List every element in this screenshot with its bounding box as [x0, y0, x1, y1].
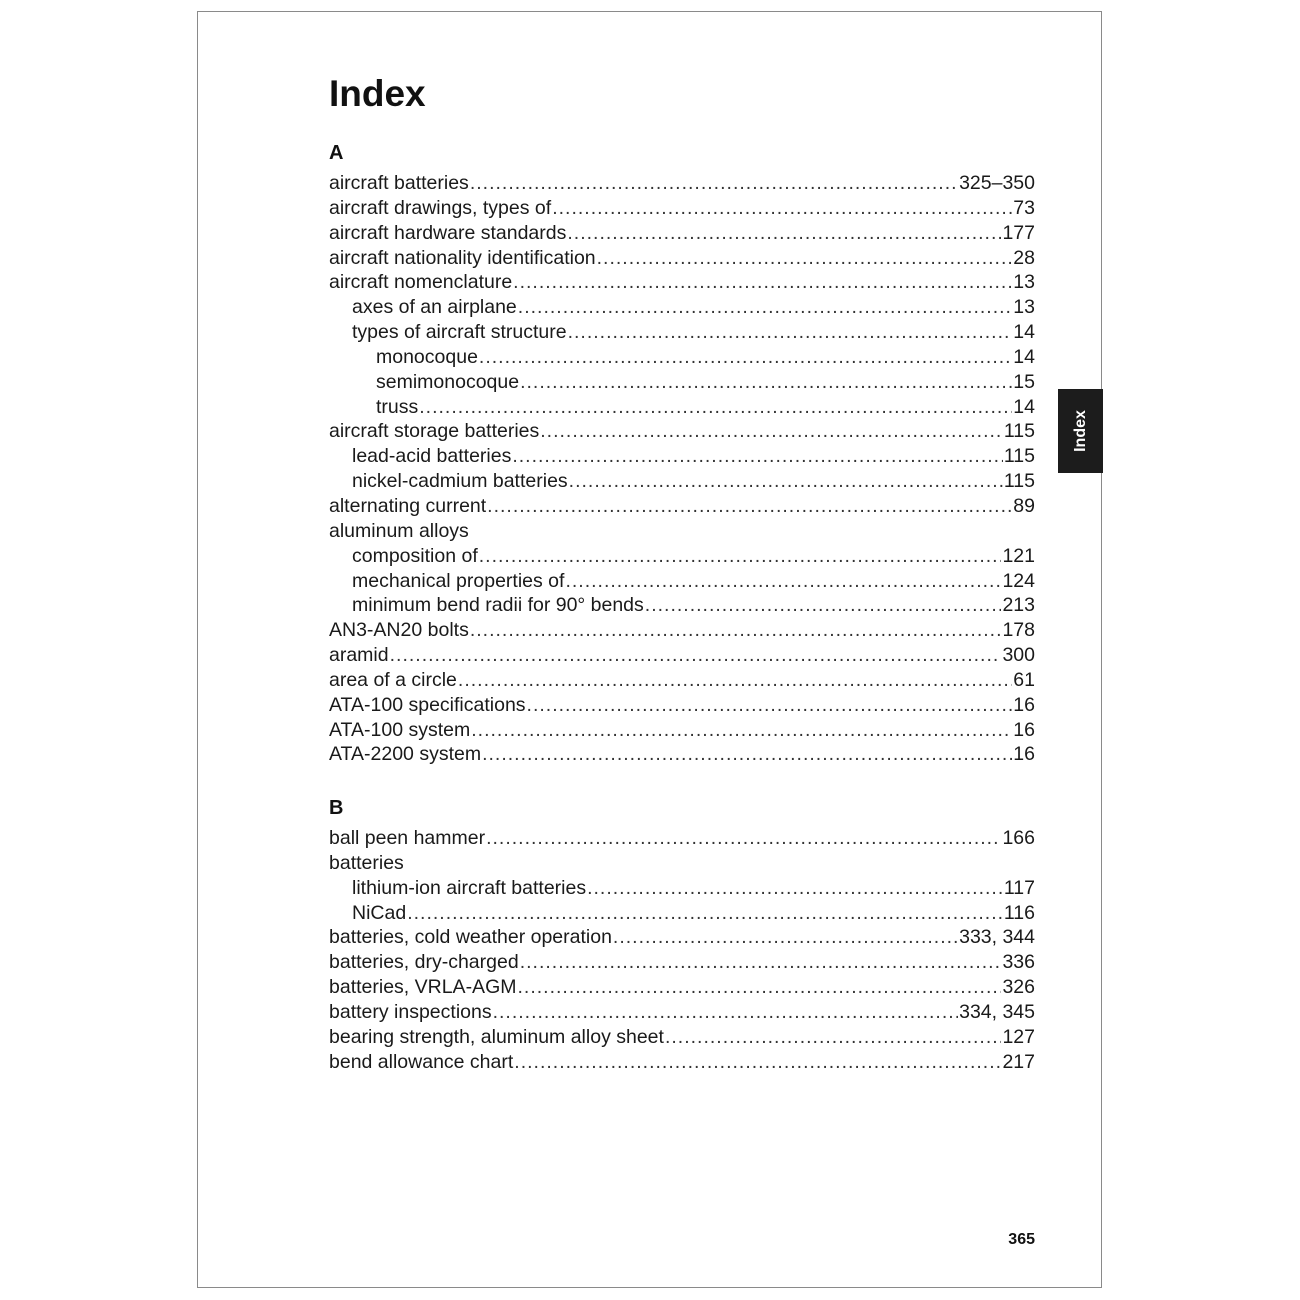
index-entry [329, 494, 1035, 519]
entry-page: 14 [1013, 345, 1035, 368]
entry-term: ATA-100 system [329, 718, 471, 741]
entry-term: aircraft drawings, types of [329, 196, 552, 219]
dot-leader [587, 876, 1003, 901]
index-entry [329, 171, 1035, 196]
entry-term: monocoque [376, 345, 478, 368]
index-entry [329, 395, 1035, 420]
entry-page: 14 [1013, 321, 1035, 344]
index-entry [329, 270, 1035, 295]
section-letter: B [329, 797, 344, 819]
dot-leader [567, 221, 1001, 246]
entry-term: mechanical properties of [352, 569, 565, 592]
entry-page: 325–350 [959, 172, 1035, 194]
entry-term: lead-acid batteries [352, 445, 512, 468]
page-number: 365 [1008, 1231, 1035, 1248]
page-title: Index [329, 73, 426, 114]
index-entry [329, 643, 1035, 668]
entry-term: batteries, VRLA-AGM [329, 976, 517, 999]
entry-term: AN3-AN20 bolts [329, 619, 469, 642]
entry-page: 124 [1002, 569, 1035, 592]
entry-page: 28 [1013, 246, 1035, 269]
index-entry [329, 826, 1035, 851]
entry-page: 16 [1013, 718, 1035, 741]
index-entry [329, 618, 1035, 643]
dot-leader [520, 370, 1012, 395]
entry-page: 217 [1002, 1050, 1035, 1073]
dot-leader [597, 246, 1013, 271]
dot-leader [568, 320, 1013, 345]
index-section-a [329, 140, 1035, 767]
entry-term: composition of [352, 544, 478, 567]
index-entry [329, 901, 1035, 926]
index-section-b [329, 795, 1035, 1074]
entry-term: area of a circle [329, 668, 457, 691]
entry-term: minimum bend radii for 90° bends [352, 594, 644, 617]
index-entry [329, 693, 1035, 718]
dot-leader [613, 925, 958, 950]
index-entry [329, 196, 1035, 221]
entry-page: 166 [1002, 827, 1035, 849]
entry-page: 178 [1002, 619, 1035, 642]
dot-leader [471, 718, 1012, 743]
index-entry [329, 1050, 1035, 1075]
dot-leader [470, 618, 1002, 643]
dot-leader [458, 668, 1012, 693]
entry-page: 300 [1002, 644, 1035, 667]
index-entry [329, 718, 1035, 743]
entry-page: 61 [1013, 668, 1035, 691]
entry-term: bearing strength, aluminum alloy sheet [329, 1025, 664, 1048]
index-entry [329, 851, 1035, 876]
entry-term: alternating current [329, 494, 487, 517]
dot-leader [517, 975, 1001, 1000]
section-letter: A [329, 142, 344, 164]
entry-term: bend allowance chart [329, 1050, 514, 1073]
index-entry [329, 370, 1035, 395]
dot-leader [645, 593, 1002, 618]
index-entry [329, 668, 1035, 693]
index-entry [329, 925, 1035, 950]
dot-leader [513, 270, 1012, 295]
dot-leader [487, 494, 1012, 519]
entry-term: semimonocoque [376, 370, 520, 393]
dot-leader [518, 295, 1013, 320]
index-entry [329, 1000, 1035, 1025]
index-entry [329, 295, 1035, 320]
dot-leader [479, 345, 1012, 370]
entry-page: 326 [1002, 976, 1035, 999]
entry-term: ball peen hammer [329, 827, 486, 849]
index-entry [329, 519, 1035, 544]
entry-page: 121 [1002, 544, 1035, 567]
entry-page: 127 [1002, 1025, 1035, 1048]
dot-leader [479, 544, 1002, 569]
entry-page: 16 [1013, 693, 1035, 716]
entry-page: 115 [1003, 445, 1035, 468]
entry-page: 213 [1002, 594, 1035, 617]
entry-term: batteries, dry-charged [329, 951, 519, 974]
entry-page: 13 [1013, 271, 1035, 294]
dot-leader [520, 950, 1002, 975]
dot-leader [540, 419, 1003, 444]
entry-term: truss [376, 395, 419, 418]
index-entry [329, 221, 1035, 246]
index-entry [329, 419, 1035, 444]
entry-term: nickel-cadmium batteries [352, 470, 568, 493]
dot-leader [512, 444, 1003, 469]
dot-leader [390, 643, 1002, 668]
side-tab-label: Index [1071, 410, 1089, 452]
entry-page: 73 [1013, 196, 1035, 219]
index-entry [329, 593, 1035, 618]
dot-leader [565, 569, 1001, 594]
entry-term: aircraft hardware standards [329, 221, 567, 244]
index-entry [329, 569, 1035, 594]
entry-term: lithium-ion aircraft batteries [352, 876, 587, 899]
dot-leader [493, 1000, 959, 1025]
index-entry [329, 444, 1035, 469]
entry-term: aramid [329, 644, 389, 667]
index-entry [329, 876, 1035, 901]
entry-term: axes of an airplane [352, 296, 517, 319]
index-entry [329, 246, 1035, 271]
index-entry [329, 1025, 1035, 1050]
entry-page: 117 [1003, 876, 1035, 899]
entry-term: ATA-2200 system [329, 743, 482, 766]
dot-leader [514, 1050, 1001, 1075]
index-entry [329, 950, 1035, 975]
index-entry [329, 975, 1035, 1000]
index-side-tab [1058, 389, 1103, 473]
entry-page: 89 [1013, 494, 1035, 517]
entry-list [329, 171, 1035, 767]
entry-page: 177 [1002, 221, 1035, 244]
dot-leader [486, 826, 1001, 851]
dot-leader [569, 469, 1003, 494]
entry-term: types of aircraft structure [352, 321, 567, 344]
index-entry [329, 742, 1035, 767]
entry-term: aircraft nomenclature [329, 271, 513, 294]
entry-page: 14 [1013, 395, 1035, 418]
entry-term: battery inspections [329, 1000, 492, 1023]
entry-page: 116 [1003, 901, 1035, 924]
entry-page: 333, 344 [959, 926, 1035, 949]
dot-leader [470, 171, 958, 196]
entry-list [329, 826, 1035, 1074]
entry-page: 115 [1003, 470, 1035, 493]
entry-term: NiCad [352, 901, 407, 924]
entry-term: aircraft storage batteries [329, 420, 540, 443]
entry-term: aircraft nationality identification [329, 246, 596, 269]
entry-page: 115 [1003, 420, 1035, 443]
entry-page: 336 [1002, 951, 1035, 974]
entry-term: ATA-100 specifications [329, 693, 526, 716]
entry-term: aluminum alloys [329, 519, 469, 542]
index-entry [329, 345, 1035, 370]
entry-page: 13 [1013, 296, 1035, 319]
entry-term: aircraft batteries [329, 172, 469, 194]
dot-leader [552, 196, 1012, 221]
entry-page: 334, 345 [959, 1000, 1035, 1023]
dot-leader [665, 1025, 1002, 1050]
entry-term: batteries, cold weather operation [329, 926, 612, 949]
entry-page: 16 [1013, 743, 1035, 766]
dot-leader [419, 395, 1012, 420]
dot-leader [527, 693, 1013, 718]
index-entry [329, 320, 1035, 345]
entry-term: batteries [329, 851, 404, 874]
dot-leader [482, 742, 1012, 767]
entry-page: 15 [1013, 370, 1035, 393]
dot-leader [407, 901, 1003, 926]
index-entry [329, 469, 1035, 494]
index-entry [329, 544, 1035, 569]
